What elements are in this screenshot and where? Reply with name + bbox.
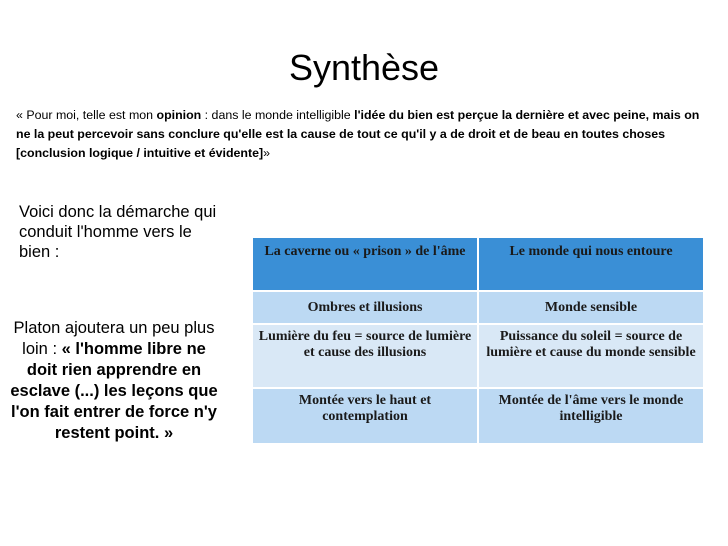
quote-part-2: opinion xyxy=(156,108,202,122)
platon-bold: « l'homme libre ne doit rien apprendre en esclave (...) les leçons que l'on fait entrer de force n'y restent point. » xyxy=(10,340,218,442)
table-cell: Monde sensible xyxy=(478,291,704,324)
table-cell: Montée vers le haut et contemplation xyxy=(252,388,478,444)
table-cell: Ombres et illusions xyxy=(252,291,478,324)
table-header-row xyxy=(252,237,704,291)
table-cell: Montée de l'âme vers le monde intelligible xyxy=(478,388,704,444)
platon-lead: Platon ajoutera un peu plus loin : xyxy=(13,319,215,358)
table-header-cell: Le monde qui nous entoure xyxy=(478,237,704,291)
table-cell: Puissance du soleil = source de lumière et cause du monde sensible xyxy=(478,324,704,388)
plato-quote xyxy=(16,106,706,163)
intro-text: Voici donc la démarche qui conduit l'homme vers le bien : xyxy=(19,203,217,261)
table-row xyxy=(252,291,704,324)
quote-part-4: l'idée du bien est perçue la dernière et avec peine, mais on ne la peut percevoir sans conclure qu'elle est la cause de tout ce qu'il y a de droit et de beau en toutes choses [conclusion logique / intuitive et évidente] xyxy=(16,108,700,160)
quote-part-1: « Pour moi, telle est mon xyxy=(16,108,157,122)
table-cell: Lumière du feu = source de lumière et cause des illusions xyxy=(252,324,478,388)
table-row xyxy=(252,388,704,444)
quote-part-3: : dans le monde intelligible xyxy=(201,108,355,122)
synthesis-table xyxy=(251,236,705,445)
table-row xyxy=(252,324,704,388)
table-header-cell: La caverne ou « prison » de l'âme xyxy=(252,237,478,291)
quote-part-5: » xyxy=(263,146,271,160)
platon-quote xyxy=(8,318,220,444)
slide-title: Synthèse xyxy=(288,47,440,88)
